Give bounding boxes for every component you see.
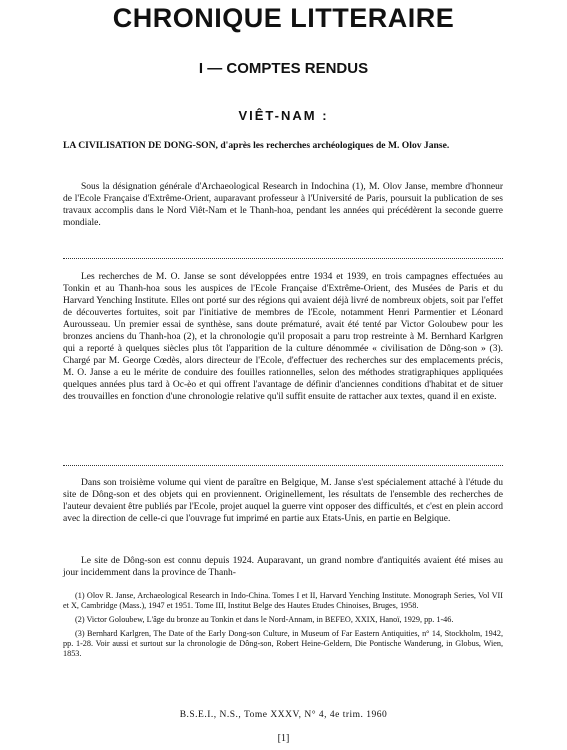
section-title: I — COMPTES RENDUS xyxy=(198,60,369,77)
page-title: CHRONIQUE LITTERAIRE xyxy=(112,3,455,33)
footnote: (2) Victor Goloubew, L'âge du bronze au Tonkin et dans le Nord-Annam, in BEFEO, XXIX, Hanoï, 1929, pp. 1-46. xyxy=(75,615,454,624)
footnotes xyxy=(63,591,503,663)
dotted-separator xyxy=(63,465,503,466)
article-heading: LA CIVILISATION DE DONG-SON, d'après les recherches archéologiques de M. Olov Janse. xyxy=(63,140,450,151)
paragraph-volume: Dans son troisième volume qui vient de paraître en Belgique, M. Janse s'est spécialement attaché à l'étude du site de Dông-son et des objets qui en proviennent. Originellement, les résultats de l'ensemble des recherches de l'auteur devaient être publiés par l'Ecole, projet auquel la guerre vint opposer des difficultés, et c'est en plein accord avec la direction de celle-ci que l'ouvrage fut imprimé en partie aux Etats-Unis, en partie en Belgique. xyxy=(63,478,503,524)
page-number: [1] xyxy=(277,733,290,744)
paragraph-site: Le site de Dông-son est connu depuis 1924. Auparavant, un grand nombre d'antiquités avaient été mises au jour incidemment dans la province de Thanh- xyxy=(63,556,503,578)
journal-reference: B.S.E.I., N.S., Tome XXXV, N° 4, 4e trim. 1960 xyxy=(179,710,388,720)
paragraph-research: Les recherches de M. O. Janse se sont développées entre 1934 et 1939, en trois campagnes effectuées au Tonkin et au Thanh-hoa sous les auspices de l'Ecole Française d'Extrême-Orient, des Musées de Paris et du Harvard Yenching Institute. Elles ont porté sur des régions qui avaient déjà livré de nombreux objets, soit par l'effet de découvertes fortuites, soit par l'initiative de membres de l'Ecole, notamment Henri Parmentier et Léonard Aurousseau. Un premier essai de synthèse, sans doute prématuré, avait été tenté par Victor Goloubew pour les bronzes anciens du Thanh-hoa (2), et la chronologie qu'il proposait a paru trop restreinte à M. Bernhard Karlgren qui a reporté à quelques siècles plus tôt l'apparition de la culture dénommée « civilisation de Dông-son » (3). Chargé par M. George Cœdès, alors directeur de l'Ecole, d'effectuer des recherches sur des emplacements précis, M. O. Janse a eu le mérite de conduire des fouilles rationnelles, selon des méthodes stratigraphiques appliquées quelques années plus tard à Oc-èo et qui offrent l'avantage de définir d'anciennes conditions d'habitat et de situer des trouvailles en fonction d'une chronologie relative qu'il suffit ensuite de rattacher aux textes, quand il en existe. xyxy=(63,272,503,402)
country-heading: VIÊT-NAM : xyxy=(238,108,329,123)
footnote: (3) Bernhard Karlgren, The Date of the Early Dong-son Culture, in Museum of Far Eastern Antiquities, n° 14, Stockholm, 1942, pp. 1-28. Voir aussi et surtout sur la chronologie de Dông-son, Robert Heine-Geldern, Die Pontische Wanderung, in Globus, Wien, 1853. xyxy=(63,629,503,658)
dotted-separator xyxy=(63,258,503,259)
footnote: (1) Olov R. Janse, Archaeological Research in Indo-China. Tomes I et II, Harvard Yenching Institute. Monograph Series, Vol VII et X, Cambridge (Mass.), 1947 et 1951. Tome III, Institut Belge des Hautes Etudes Chinoises, Bruges, 1958. xyxy=(63,591,503,610)
paragraph-intro: Sous la désignation générale d'Archaeological Research in Indochina (1), M. Olov Janse, membre d'honneur de l'Ecole Française d'Extrême-Orient, auparavant professeur à l'Université de Paris, poursuit la publication de ses travaux accomplis dans le Nord Viêt-Nam et le Thanh-hoa, pendant les années qui précédèrent la seconde guerre mondiale. xyxy=(63,182,503,228)
